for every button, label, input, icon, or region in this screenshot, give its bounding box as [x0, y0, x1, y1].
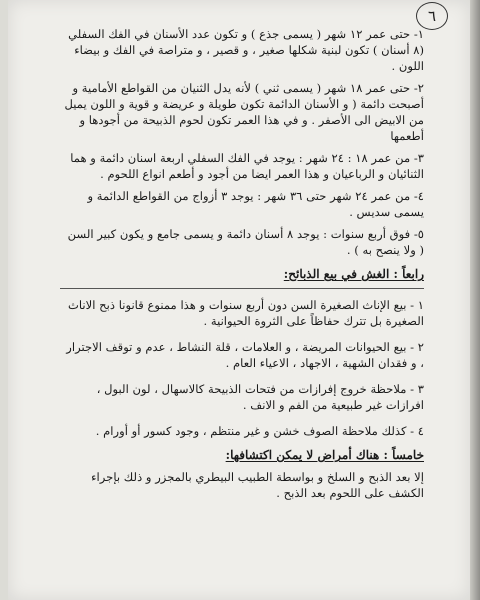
- section4-heading-text: رابعاً : الغش في بيع الذبائح:: [283, 267, 424, 281]
- section4-heading: [60, 266, 424, 282]
- section5-text: إلا بعد الذبح و السلخ و بواسطة الطبيب البيطري بالمجزر و ذلك بإجراء الكشف على اللحوم بعد الذبح .: [91, 470, 424, 500]
- age-item-2: ٢- حتى عمر ١٨ شهر ( يسمى ثني ) لأنه يدل الثنيان من القواطع الأمامية و أصبحت دائمة ( و الأسنان الدائمة تكون طويلة و عريضة و قوية و اللون يميل من الابيض الى الأصفر . و في هذا العمر تكون لحوم الذبيحة من أجودها و أطعمها: [64, 81, 424, 143]
- document-page: [8, 0, 470, 600]
- page-number: ٦: [416, 2, 448, 30]
- fraud-item-3: ٣ - ملاحظة خروج إفرازات من فتحات الذبيحة كالاسهال ، لون البول ، افرازات غير طبيعية من الفم و الانف .: [96, 382, 424, 412]
- fraud-item-2: ٢ - بيع الحيوانات المريضة ، و العلامات ، قلة النشاط ، عدم و توقف الاجترار ، و فقدان الشهية ، الاجهاد ، الاعياء العام .: [66, 340, 424, 370]
- fraud-item-1: ١ - بيع الإناث الصغيرة السن دون أربع سنوات و هذا ممنوع قانونا ذبح الاناث الصغيرة بل تترك حفاظاً على الثروة الحيوانية .: [67, 298, 424, 328]
- age-item-5: ٥- فوق أربع سنوات : يوجد ٨ أسنان دائمة و يسمى جامع و يكون كبير السن ( ولا ينصح به ) .: [67, 227, 424, 257]
- age-item-3: ٣- من عمر ١٨ : ٢٤ شهر : يوجد في الفك السفلي اربعة اسنان دائمة و هما الثنائيان و الرباعيان و هذا العمر ايضا من أجود و أطعم انواع اللحوم .: [70, 151, 424, 181]
- fraud-item-4: ٤ - كذلك ملاحظة الصوف خشن و غير منتظم ، وجود كسور أو أورام .: [95, 424, 424, 438]
- section5-heading-text: خامساً : هناك أمراض لا يمكن اكتشافها:: [225, 448, 424, 462]
- age-item-1: ١- حتى عمر ١٢ شهر ( يسمى جذع ) و تكون عدد الأسنان في الفك السفلي (٨ أسنان ) تكون لبنية شكلها صغير ، و قصير ، و متراصة في الفك و بيضاء اللون .: [68, 27, 424, 73]
- section4-divider: [60, 288, 424, 289]
- page-edge-shadow: [470, 0, 480, 600]
- page-content: [60, 26, 424, 507]
- age-item-4: ٤- من عمر ٢٤ شهر حتى ٣٦ شهر : يوجد ٣ أزواج من القواطع الدائمة و يسمى سديس .: [87, 189, 424, 219]
- section5-heading: [60, 447, 424, 463]
